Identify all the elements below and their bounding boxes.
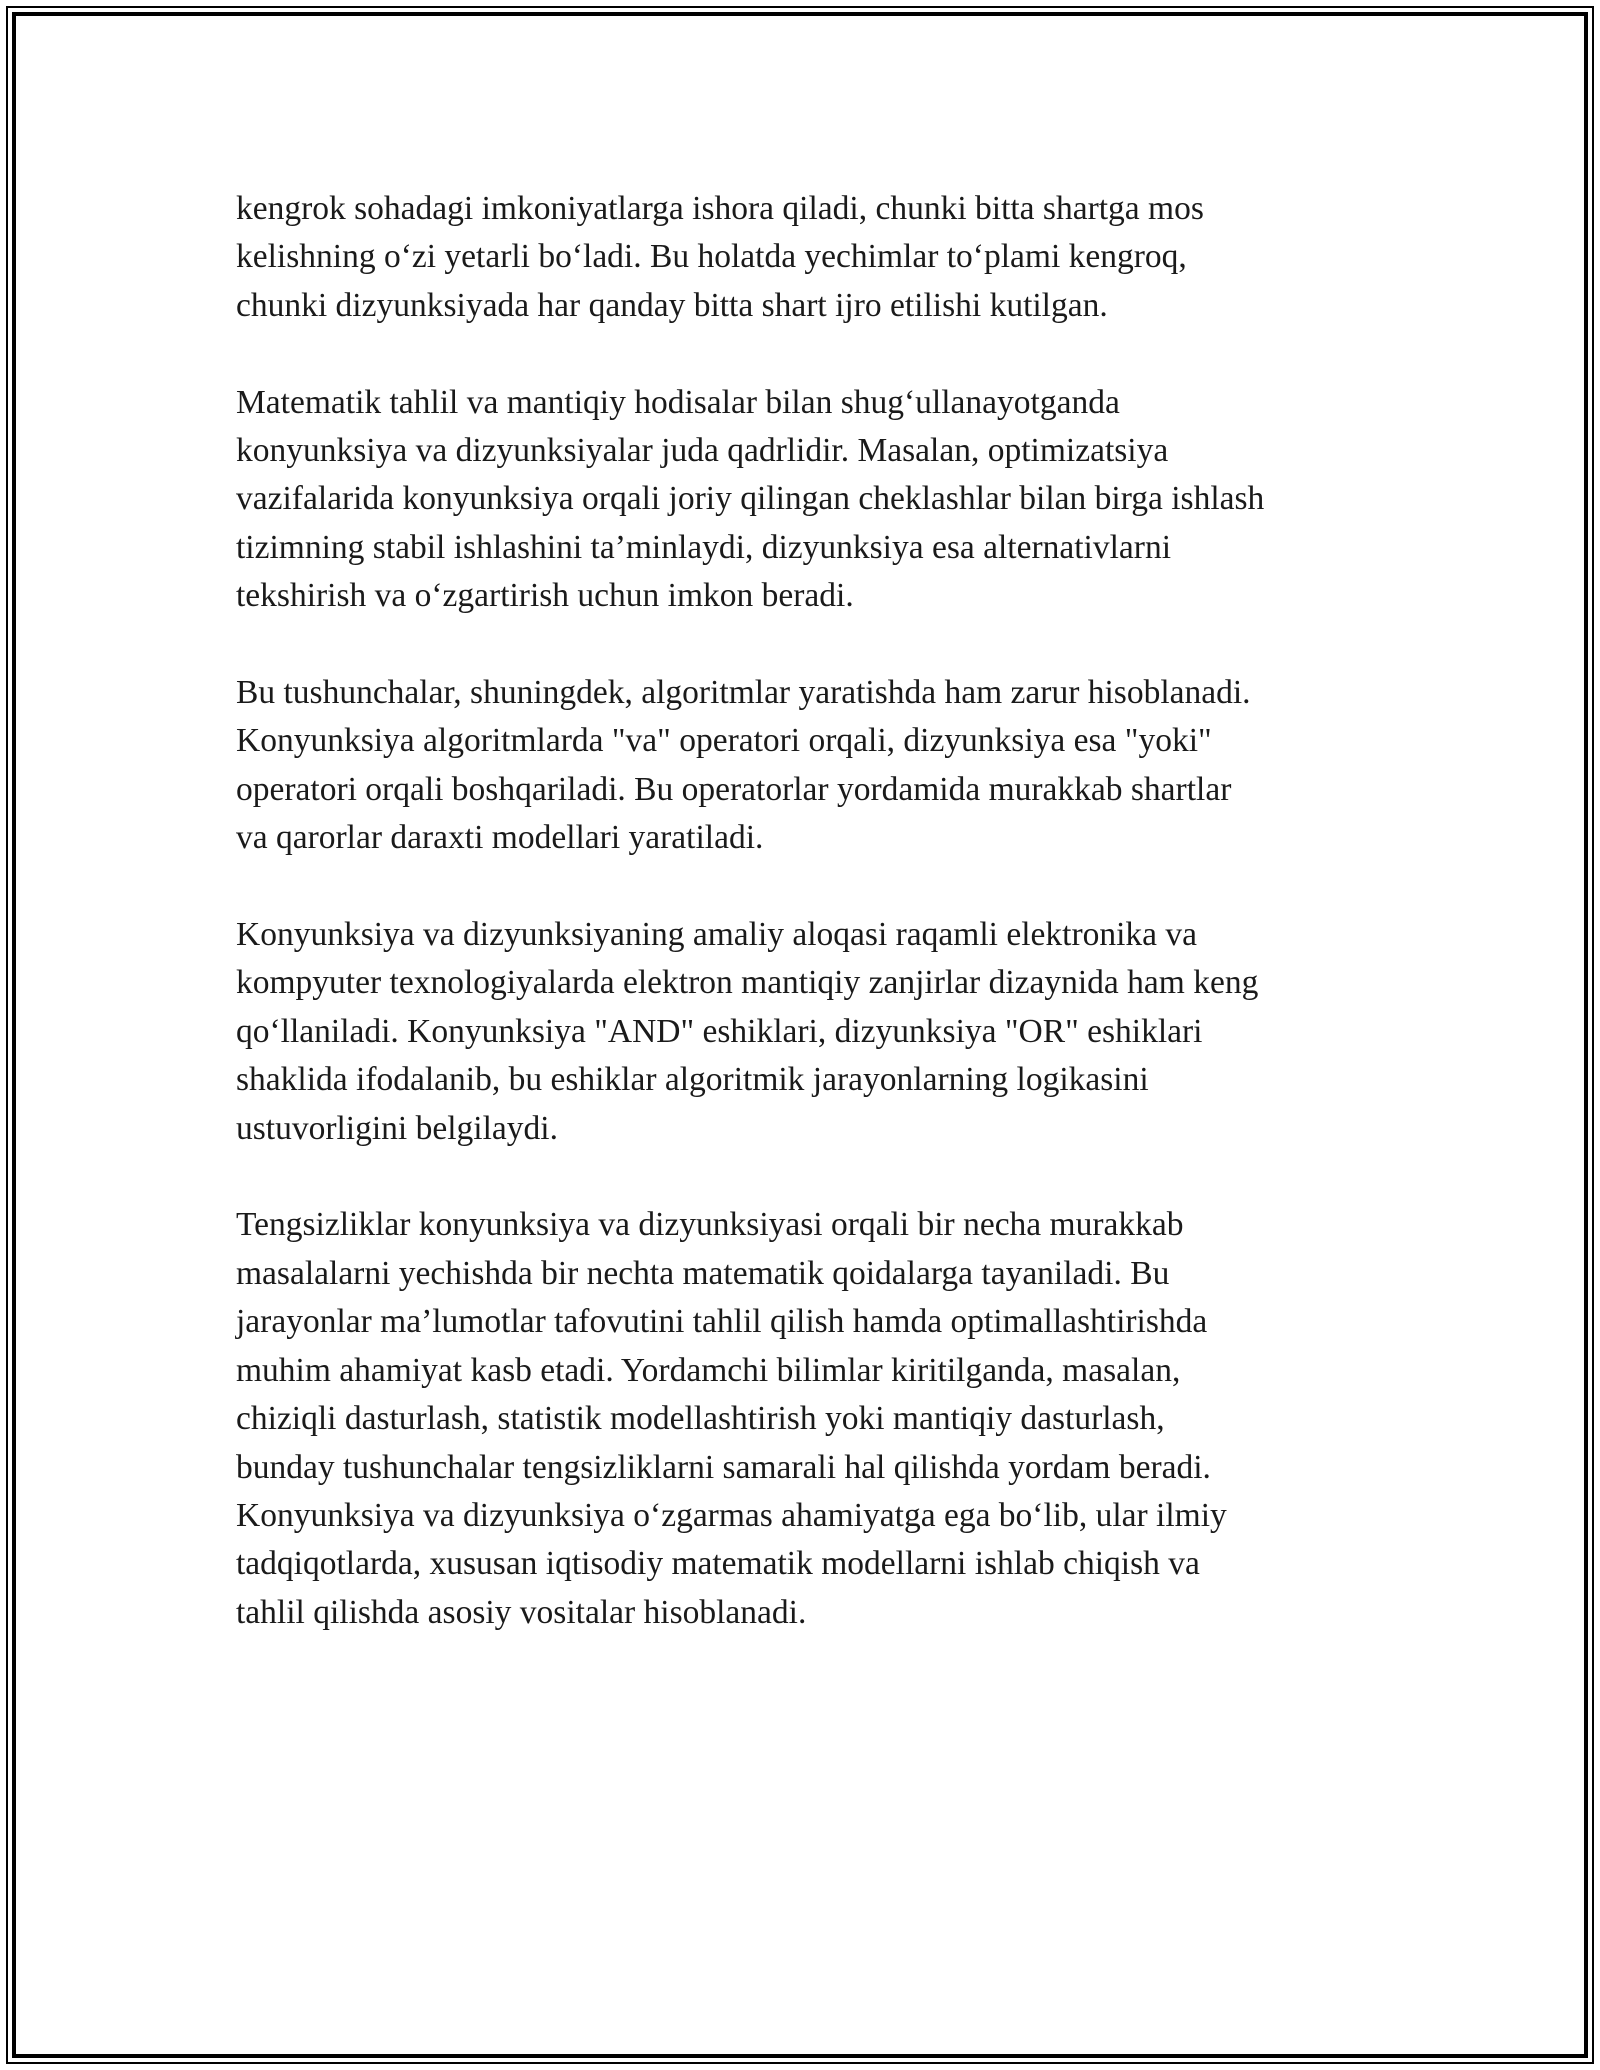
text-line: va qarorlar daraxti modellari yaratiladi. xyxy=(236,819,764,857)
text-line: qo‘llaniladi. Konyunksiya "AND" eshiklari, dizyunksiya "OR" eshiklari xyxy=(236,1012,1203,1050)
text-line: kengrok sohadagi imkoniyatlarga ishora qiladi, chunki bitta shartga mos xyxy=(236,190,1204,227)
text-line: tizimning stabil ishlashini ta’minlaydi, dizyunksiya esa alternativlarni xyxy=(236,528,1172,566)
text-line: tekshirish va o‘zgartirish uchun imkon beradi. xyxy=(236,577,854,615)
paragraph-5 xyxy=(236,1201,1376,1637)
text-line: Matematik tahlil va mantiqiy hodisalar bilan shug‘ullanayotganda xyxy=(236,383,1120,421)
paragraph-2 xyxy=(236,379,1376,621)
text-line: jarayonlar ma’lumotlar tafovutini tahlil qilish hamda optimallashtirishda xyxy=(236,1303,1208,1341)
document-body xyxy=(236,185,1376,1686)
text-line: Bu tushunchalar, shuningdek, algoritmlar yaratishda ham zarur hisoblanadi. xyxy=(236,674,1251,712)
text-line: konyunksiya va dizyunksiyalar juda qadrlidir. Masalan, optimizatsiya xyxy=(236,432,1169,470)
text-line: chiziqli dasturlash, statistik modellashtirish yoki mantiqiy dasturlash, xyxy=(236,1400,1165,1438)
text-line: Tengsizliklar konyunksiya va dizyunksiyasi orqali bir necha murakkab xyxy=(236,1206,1184,1244)
text-line: Konyunksiya algoritmlarda "va" operatori orqali, dizyunksiya esa "yoki" xyxy=(236,722,1212,760)
text-line: muhim ahamiyat kasb etadi. Yordamchi bilimlar kiritilganda, masalan, xyxy=(236,1351,1181,1389)
paragraph-3 xyxy=(236,669,1376,863)
text-line: tadqiqotlarda, xususan iqtisodiy matematik modellarni ishlab chiqish va xyxy=(236,1545,1200,1583)
text-line: masalalarni yechishda bir nechta matematik qoidalarga tayaniladi. Bu xyxy=(236,1254,1170,1292)
text-line: ustuvorligini belgilaydi. xyxy=(236,1109,558,1147)
text-line: Konyunksiya va dizyunksiya o‘zgarmas ahamiyatga ega bo‘lib, ular ilmiy xyxy=(236,1496,1227,1534)
text-line: kelishning o‘zi yetarli bo‘ladi. Bu holatda yechimlar to‘plami kengroq, xyxy=(236,238,1187,276)
text-line: tahlil qilishda asosiy vositalar hisoblanadi. xyxy=(236,1593,807,1631)
text-line: vazifalarida konyunksiya orqali joriy qilingan cheklashlar bilan birga ishlash xyxy=(236,480,1265,518)
text-line: shaklida ifodalanib, bu eshiklar algoritmik jarayonlarning logikasini xyxy=(236,1061,1149,1099)
paragraph-4 xyxy=(236,911,1376,1153)
text-line: bunday tushunchalar tengsizliklarni samarali hal qilishda yordam beradi. xyxy=(236,1448,1211,1486)
paragraph-1 xyxy=(236,185,1376,330)
text-line: kompyuter texnologiyalarda elektron mantiqiy zanjirlar dizaynida ham keng xyxy=(236,964,1259,1002)
text-line: Konyunksiya va dizyunksiyaning amaliy aloqasi raqamli elektronika va xyxy=(236,916,1198,954)
text-line: chunki dizyunksiyada har qanday bitta shart ijro etilishi kutilgan. xyxy=(236,286,1108,324)
text-line: operatori orqali boshqariladi. Bu operatorlar yordamida murakkab shartlar xyxy=(236,770,1232,808)
